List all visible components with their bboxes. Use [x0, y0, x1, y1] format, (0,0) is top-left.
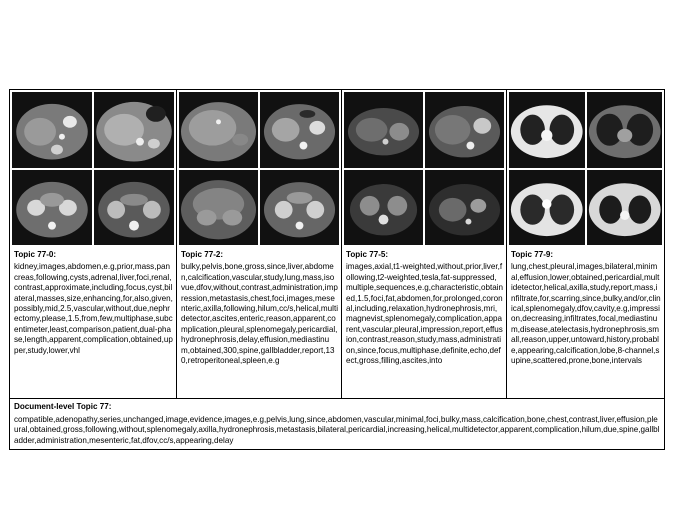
image-grid — [344, 92, 504, 245]
topic-caption — [14, 250, 173, 356]
topic-terms: bulky,pelvis,bone,gross,since,liver,abdomen,calcification,vascular,study,lung,mass,isovue,dfov,without,contrast,administration,impression,metastasis,chest,foci,images,mesenteric,axilla,following,hilum,cc/s,helical,multidetector,ascites,enteric,reason,apparent,complication,pleural,splenomegaly,pericardial,hydronephrosis,delay,effusion,mediastinum,obtained,300,spine,gallbladder,report,130,retroperitoneal,spleen,e.g — [181, 262, 338, 366]
topic-panel-77-0 — [10, 90, 176, 398]
abdominal-mri-image — [344, 170, 423, 246]
chest-ct-image — [509, 170, 585, 246]
topic-caption — [346, 250, 503, 366]
abdominal-ct-image — [260, 170, 339, 246]
abdominal-ct-image — [94, 92, 174, 168]
topic-caption — [181, 250, 338, 366]
chest-ct-image — [587, 92, 663, 168]
document-level-topic — [14, 402, 660, 446]
topic-caption — [511, 250, 661, 366]
topic-terms: images,axial,t1-weighted,without,prior,liver,following,t2-weighted,tesla,fat-suppressed,multiple,sequences,e.g,characteristic,obtained,1.5,foci,fat,abdomen,for,prolonged,coronal,including,relaxation,hydronephrosis,mri,magnevist,splenomegaly,complication,apparent,vascular,pleural,impression,report,effusion,contrast,reason,study,mass,administration,since,focus,multiphase,definite,echo,defect,gross,filling,ascites,into — [346, 262, 504, 366]
chest-ct-image — [509, 92, 585, 168]
image-grid — [509, 92, 662, 245]
abdominal-ct-image — [179, 170, 258, 246]
topic-panel-77-5 — [341, 90, 506, 398]
topic-panel-77-9 — [506, 90, 664, 398]
image-grid — [179, 92, 339, 245]
abdominal-mri-image — [425, 170, 504, 246]
topic-terms: lung,chest,pleural,images,bilateral,minimal,effusion,lower,obtained,pericardial,multidetector,helical,axilla,study,report,mass,infiltrate,for,scarring,since,bulky,and/or,clinical,splenomegaly,dfov,cavity,e.g,impression,decreasing,infiltrates,focal,mediastinum,disease,atelectasis,hydronephrosis,small,reason,upper,untoward,history,probable,appearing,calcification,lobe,8-channel,supine,scattered,prone,bone,intervals — [511, 262, 661, 366]
document-topic-terms: compatible,adenopathy,series,unchanged,image,evidence,images,e.g,pelvis,lung,since,abdomen,vascular,minimal,foci,bulky,mass,calcification,bone,chest,contrast,liver,effusion,pleural,obtained,gross,following,without,splenomegaly,axilla,hydronephrosis,metastasis,bilateral,pericardial,increasing,helical,multidetector,apparent,complication,hilum,due,spine,gallbladder,administration,mesenteric,fat,dfov,cc/s,appearing,delay — [14, 414, 660, 445]
topic-title: Topic 77-0: — [14, 250, 57, 259]
abdominal-ct-image — [12, 92, 92, 168]
document-topic-title: Document-level Topic 77: — [14, 402, 112, 411]
abdominal-ct-image — [12, 170, 92, 246]
abdominal-ct-image — [94, 170, 174, 246]
image-grid — [12, 92, 174, 245]
abdominal-mri-image — [344, 92, 423, 168]
topic-panels — [10, 90, 664, 399]
topic-title: Topic 77-9: — [511, 250, 554, 259]
abdominal-ct-image — [179, 92, 258, 168]
chest-ct-image — [587, 170, 663, 246]
topic-panel-77-2 — [176, 90, 341, 398]
topic-terms: kidney,images,abdomen,e.g,prior,mass,pancreas,following,cysts,adrenal,liver,foci,renal,contrast,approximate,including,focus,cyst,bilateral,masses,size,enhancing,for,also,given,possibly,mid,2.5,vascular,without,due,nephrectomy,please,1.5,from,few,multiphase,subcentimeter,least,comparison,patient,dual-phase,length,apparent,complication,obtained,upper,study,lower,vhl — [14, 262, 173, 355]
abdominal-ct-image — [260, 92, 339, 168]
figure — [9, 89, 665, 450]
abdominal-mri-image — [425, 92, 504, 168]
topic-title: Topic 77-5: — [346, 250, 389, 259]
topic-title: Topic 77-2: — [181, 250, 224, 259]
